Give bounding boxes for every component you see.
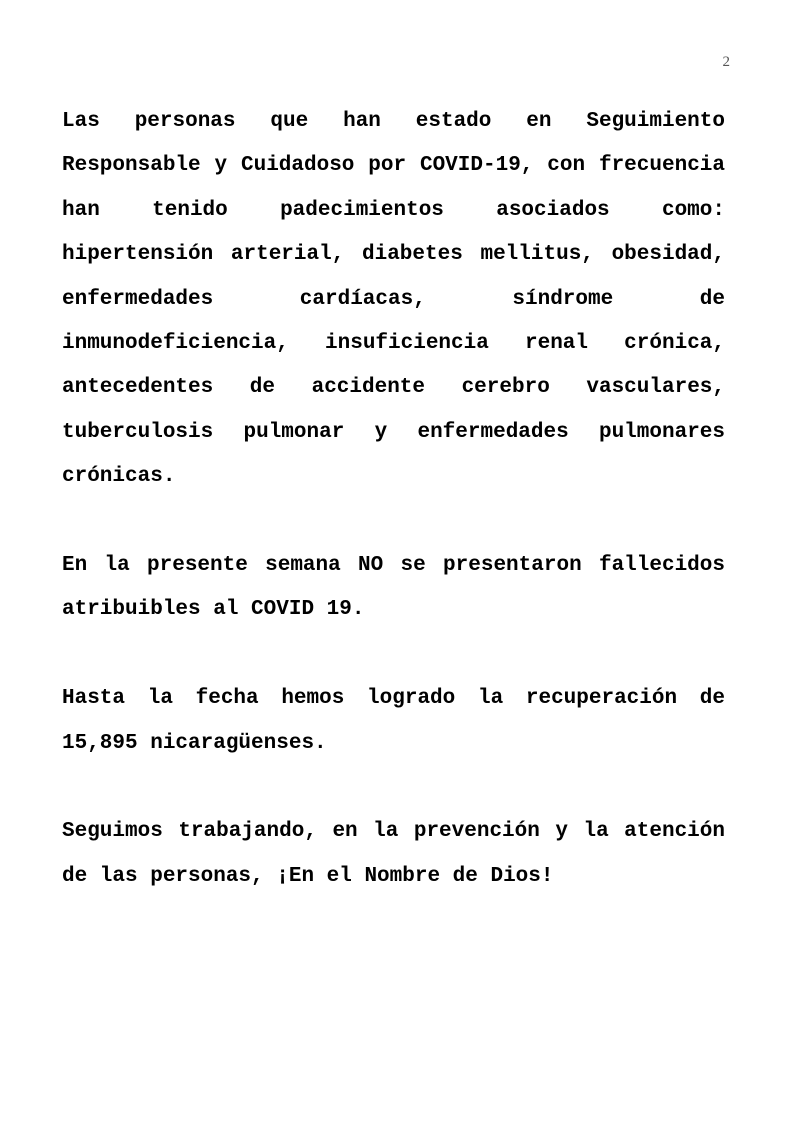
document-body [62, 100, 725, 944]
page-number: 2 [722, 54, 730, 70]
paragraph-closing: Seguimos trabajando, en la prevención y la atención de las personas, ¡En el Nombre de Dios! [62, 820, 725, 888]
paragraph-deaths: En la presente semana NO se presentaron fallecidos atribuibles al COVID 19. [62, 554, 725, 622]
paragraph-comorbidities: Las personas que han estado en Seguimiento Responsable y Cuidadoso por COVID-19, con frecuencia han tenido padecimientos asociados como: hipertensión arterial, diabetes mellitus, obesidad, enfermedades cardíacas, síndrome de inmunodeficiencia, insuficiencia renal crónica, antecedentes de accidente cerebro vasculares, tuberculosis pulmonar y enfermedades pulmonares crónicas. [62, 110, 725, 489]
paragraph-recoveries: Hasta la fecha hemos logrado la recuperación de 15,895 nicaragüenses. [62, 687, 725, 755]
